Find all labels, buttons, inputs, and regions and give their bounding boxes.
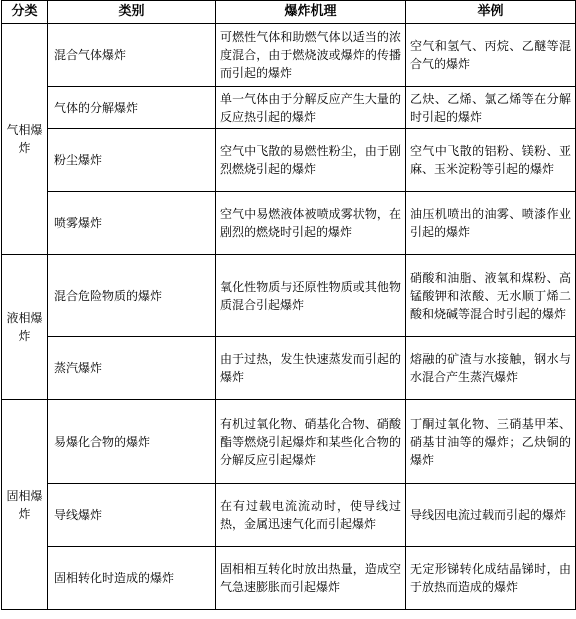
table-row: [2, 192, 576, 255]
type-cell: 混合危险物质的爆炸: [48, 255, 216, 337]
explosion-classification-table: [1, 0, 576, 610]
example-cell: 无定形锑转化成结晶锑时，由于放热而造成的爆炸: [406, 547, 576, 610]
mechanism-cell: 氧化性物质与还原性物质或其他物质混合引起爆炸: [216, 255, 406, 337]
table-row: [2, 400, 576, 484]
type-cell: 混合气体爆炸: [48, 24, 216, 87]
example-cell: 油压机喷出的油雾、喷漆作业引起的爆炸: [406, 192, 576, 255]
example-cell: 硝酸和油脂、液氧和煤粉、高锰酸钾和浓酸、无水顺丁烯二酸和烧碱等混合时引起的爆炸: [406, 255, 576, 337]
mechanism-cell: 单一气体由于分解反应产生大量的反应热引起的爆炸: [216, 87, 406, 129]
table-row: [2, 87, 576, 129]
type-cell: 易爆化合物的爆炸: [48, 400, 216, 484]
example-cell: 空气和氢气、丙烷、乙醚等混合气的爆炸: [406, 24, 576, 87]
type-cell: 导线爆炸: [48, 484, 216, 547]
type-cell: 喷雾爆炸: [48, 192, 216, 255]
mechanism-cell: 空气中飞散的易燃性粉尘，由于剧烈燃烧引起的爆炸: [216, 129, 406, 192]
table-row: [2, 337, 576, 400]
header-category: 分类: [2, 1, 48, 24]
table-row: [2, 129, 576, 192]
table-row: [2, 547, 576, 610]
table-row: [2, 24, 576, 87]
type-cell: 蒸汽爆炸: [48, 337, 216, 400]
type-cell: 粉尘爆炸: [48, 129, 216, 192]
table-row: [2, 255, 576, 337]
example-cell: 丁酮过氧化物、三硝基甲苯、硝基甘油等的爆炸；乙炔铜的爆炸: [406, 400, 576, 484]
table-row: [2, 484, 576, 547]
header-example: 举例: [406, 1, 576, 24]
type-cell: 气体的分解爆炸: [48, 87, 216, 129]
header-type: 类别: [48, 1, 216, 24]
mechanism-cell: 固相相互转化时放出热量，造成空气急速膨胀而引起爆炸: [216, 547, 406, 610]
category-cell: 固相爆炸: [2, 400, 48, 610]
mechanism-cell: 由于过热，发生快速蒸发而引起的爆炸: [216, 337, 406, 400]
category-cell: 液相爆炸: [2, 255, 48, 400]
mechanism-cell: 空气中易燃液体被喷成雾状物，在剧烈的燃烧时引起的爆炸: [216, 192, 406, 255]
example-cell: 乙炔、乙烯、氯乙烯等在分解时引起的爆炸: [406, 87, 576, 129]
mechanism-cell: 有机过氧化物、硝基化合物、硝酸酯等燃烧引起爆炸和某些化合物的分解反应引起爆炸: [216, 400, 406, 484]
category-cell: 气相爆炸: [2, 24, 48, 255]
header-row: [2, 1, 576, 24]
header-mechanism: 爆炸机理: [216, 1, 406, 24]
mechanism-cell: 可燃性气体和助燃气体以适当的浓度混合，由于燃烧波或爆炸的传播而引起的爆炸: [216, 24, 406, 87]
example-cell: 熔融的矿渣与水接触，钢水与水混合产生蒸汽爆炸: [406, 337, 576, 400]
example-cell: 空气中飞散的铝粉、镁粉、亚麻、玉米淀粉等引起的爆炸: [406, 129, 576, 192]
mechanism-cell: 在有过载电流流动时，使导线过热，金属迅速气化而引起爆炸: [216, 484, 406, 547]
example-cell: 导线因电流过载而引起的爆炸: [406, 484, 576, 547]
type-cell: 固相转化时造成的爆炸: [48, 547, 216, 610]
